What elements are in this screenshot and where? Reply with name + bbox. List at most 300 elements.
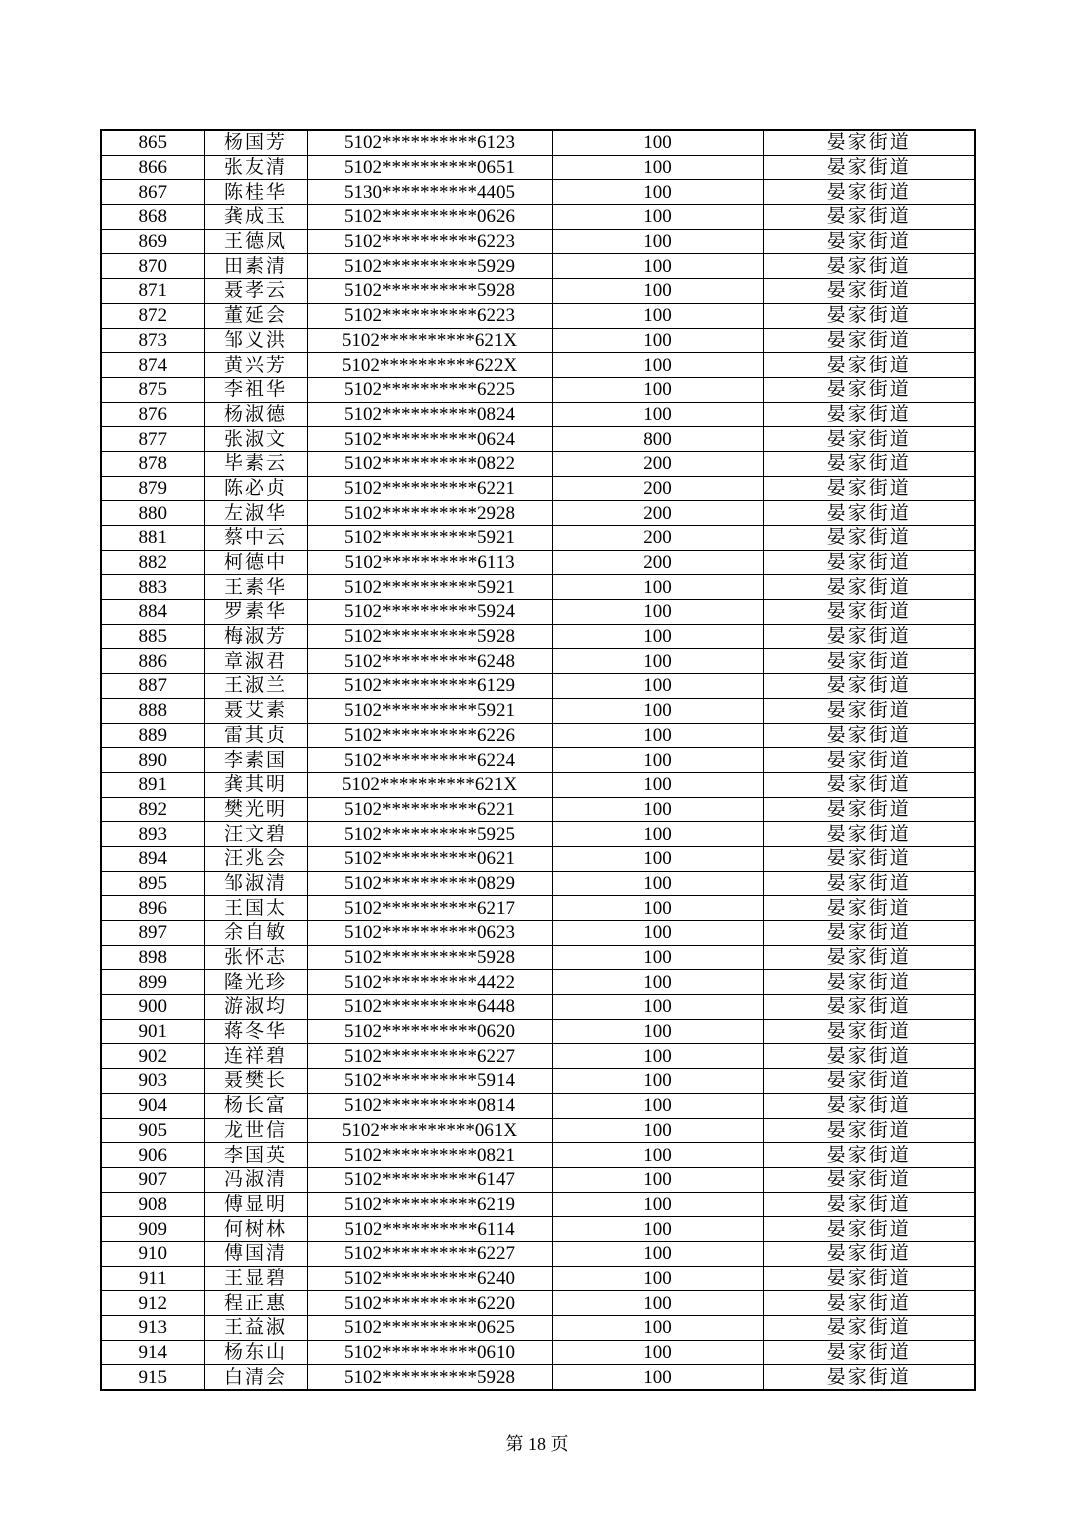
id-number-cell: 5102**********621X — [307, 328, 552, 353]
row-index-cell: 866 — [101, 155, 204, 180]
row-index-cell: 869 — [101, 229, 204, 254]
amount-cell: 100 — [552, 229, 763, 254]
street-cell: 晏家街道 — [763, 995, 975, 1020]
street-cell: 晏家街道 — [763, 229, 975, 254]
street-cell: 晏家街道 — [763, 476, 975, 501]
table-row — [101, 575, 975, 600]
amount-cell: 100 — [552, 575, 763, 600]
street-cell: 晏家街道 — [763, 1365, 975, 1390]
table-row — [101, 822, 975, 847]
table-row — [101, 303, 975, 328]
street-cell: 晏家街道 — [763, 649, 975, 674]
table-row — [101, 353, 975, 378]
id-number-cell: 5102**********0610 — [307, 1340, 552, 1365]
id-number-cell: 5102**********6225 — [307, 377, 552, 402]
row-index-cell: 884 — [101, 600, 204, 625]
amount-cell: 100 — [552, 1019, 763, 1044]
id-number-cell: 5102**********6221 — [307, 797, 552, 822]
amount-cell: 100 — [552, 1241, 763, 1266]
id-number-cell: 5102**********5925 — [307, 822, 552, 847]
name-cell: 傅显明 — [204, 1192, 307, 1217]
street-cell: 晏家街道 — [763, 921, 975, 946]
table-row — [101, 1044, 975, 1069]
table-row — [101, 674, 975, 699]
street-cell: 晏家街道 — [763, 1192, 975, 1217]
street-cell: 晏家街道 — [763, 1069, 975, 1094]
id-number-cell: 5102**********4422 — [307, 970, 552, 995]
name-cell: 何树林 — [204, 1217, 307, 1242]
name-cell: 张怀志 — [204, 945, 307, 970]
id-number-cell: 5102**********6223 — [307, 303, 552, 328]
id-number-cell: 5102**********5928 — [307, 279, 552, 304]
id-number-cell: 5102**********6227 — [307, 1044, 552, 1069]
name-cell: 龚其明 — [204, 772, 307, 797]
row-index-cell: 902 — [101, 1044, 204, 1069]
row-index-cell: 874 — [101, 353, 204, 378]
row-index-cell: 872 — [101, 303, 204, 328]
table-row — [101, 748, 975, 773]
table-row — [101, 1118, 975, 1143]
street-cell: 晏家街道 — [763, 180, 975, 205]
row-index-cell: 876 — [101, 402, 204, 427]
row-index-cell: 892 — [101, 797, 204, 822]
name-cell: 李祖华 — [204, 377, 307, 402]
name-cell: 陈必贞 — [204, 476, 307, 501]
row-index-cell: 878 — [101, 451, 204, 476]
amount-cell: 100 — [552, 674, 763, 699]
row-index-cell: 868 — [101, 205, 204, 230]
street-cell: 晏家街道 — [763, 822, 975, 847]
table-row — [101, 1365, 975, 1390]
name-cell: 王淑兰 — [204, 674, 307, 699]
id-number-cell: 5102**********0651 — [307, 155, 552, 180]
amount-cell: 100 — [552, 970, 763, 995]
name-cell: 罗素华 — [204, 600, 307, 625]
street-cell: 晏家街道 — [763, 402, 975, 427]
amount-cell: 200 — [552, 476, 763, 501]
amount-cell: 100 — [552, 1365, 763, 1390]
name-cell: 杨淑德 — [204, 402, 307, 427]
row-index-cell: 870 — [101, 254, 204, 279]
row-index-cell: 894 — [101, 846, 204, 871]
name-cell: 雷其贞 — [204, 723, 307, 748]
row-index-cell: 898 — [101, 945, 204, 970]
street-cell: 晏家街道 — [763, 970, 975, 995]
street-cell: 晏家街道 — [763, 1340, 975, 1365]
amount-cell: 100 — [552, 871, 763, 896]
row-index-cell: 893 — [101, 822, 204, 847]
street-cell: 晏家街道 — [763, 526, 975, 551]
amount-cell: 100 — [552, 205, 763, 230]
id-number-cell: 5102**********5928 — [307, 624, 552, 649]
street-cell: 晏家街道 — [763, 575, 975, 600]
row-index-cell: 875 — [101, 377, 204, 402]
name-cell: 柯德中 — [204, 550, 307, 575]
name-cell: 聂孝云 — [204, 279, 307, 304]
id-number-cell: 5102**********0829 — [307, 871, 552, 896]
name-cell: 杨长富 — [204, 1093, 307, 1118]
id-number-cell: 5102**********0821 — [307, 1143, 552, 1168]
amount-cell: 100 — [552, 1316, 763, 1341]
amount-cell: 100 — [552, 624, 763, 649]
street-cell: 晏家街道 — [763, 353, 975, 378]
amount-cell: 100 — [552, 402, 763, 427]
name-cell: 蔡中云 — [204, 526, 307, 551]
name-cell: 邹义洪 — [204, 328, 307, 353]
amount-cell: 200 — [552, 501, 763, 526]
amount-cell: 100 — [552, 279, 763, 304]
row-index-cell: 897 — [101, 921, 204, 946]
table-row — [101, 896, 975, 921]
amount-cell: 100 — [552, 600, 763, 625]
id-number-cell: 5102**********6227 — [307, 1241, 552, 1266]
street-cell: 晏家街道 — [763, 1019, 975, 1044]
table-row — [101, 846, 975, 871]
name-cell: 樊光明 — [204, 797, 307, 822]
name-cell: 张淑文 — [204, 427, 307, 452]
id-number-cell: 5102**********0623 — [307, 921, 552, 946]
amount-cell: 100 — [552, 1340, 763, 1365]
name-cell: 张友清 — [204, 155, 307, 180]
street-cell: 晏家街道 — [763, 328, 975, 353]
name-cell: 汪文碧 — [204, 822, 307, 847]
table-row — [101, 1167, 975, 1192]
table-row — [101, 1143, 975, 1168]
table-row — [101, 698, 975, 723]
amount-cell: 100 — [552, 1291, 763, 1316]
row-index-cell: 883 — [101, 575, 204, 600]
name-cell: 李国英 — [204, 1143, 307, 1168]
amount-cell: 100 — [552, 846, 763, 871]
street-cell: 晏家街道 — [763, 1266, 975, 1291]
name-cell: 董延会 — [204, 303, 307, 328]
records-table-container — [100, 129, 974, 1391]
id-number-cell: 5102**********6129 — [307, 674, 552, 699]
street-cell: 晏家街道 — [763, 1167, 975, 1192]
amount-cell: 100 — [552, 945, 763, 970]
name-cell: 龙世信 — [204, 1118, 307, 1143]
name-cell: 王德凤 — [204, 229, 307, 254]
row-index-cell: 865 — [101, 130, 204, 155]
table-row — [101, 254, 975, 279]
amount-cell: 100 — [552, 254, 763, 279]
street-cell: 晏家街道 — [763, 451, 975, 476]
id-number-cell: 5102**********0824 — [307, 402, 552, 427]
name-cell: 游淑均 — [204, 995, 307, 1020]
street-cell: 晏家街道 — [763, 674, 975, 699]
id-number-cell: 5102**********0626 — [307, 205, 552, 230]
table-row — [101, 600, 975, 625]
name-cell: 程正惠 — [204, 1291, 307, 1316]
street-cell: 晏家街道 — [763, 377, 975, 402]
name-cell: 汪兆会 — [204, 846, 307, 871]
table-row — [101, 1093, 975, 1118]
name-cell: 田素清 — [204, 254, 307, 279]
id-number-cell: 5102**********621X — [307, 772, 552, 797]
street-cell: 晏家街道 — [763, 1291, 975, 1316]
street-cell: 晏家街道 — [763, 723, 975, 748]
id-number-cell: 5130**********4405 — [307, 180, 552, 205]
street-cell: 晏家街道 — [763, 772, 975, 797]
amount-cell: 100 — [552, 155, 763, 180]
table-row — [101, 229, 975, 254]
id-number-cell: 5102**********6113 — [307, 550, 552, 575]
amount-cell: 100 — [552, 180, 763, 205]
row-index-cell: 909 — [101, 1217, 204, 1242]
table-row — [101, 970, 975, 995]
row-index-cell: 889 — [101, 723, 204, 748]
row-index-cell: 906 — [101, 1143, 204, 1168]
street-cell: 晏家街道 — [763, 1044, 975, 1069]
name-cell: 王国太 — [204, 896, 307, 921]
row-index-cell: 914 — [101, 1340, 204, 1365]
name-cell: 杨国芳 — [204, 130, 307, 155]
row-index-cell: 900 — [101, 995, 204, 1020]
amount-cell: 100 — [552, 772, 763, 797]
street-cell: 晏家街道 — [763, 1241, 975, 1266]
id-number-cell: 5102**********6226 — [307, 723, 552, 748]
id-number-cell: 5102**********2928 — [307, 501, 552, 526]
id-number-cell: 5102**********5928 — [307, 1365, 552, 1390]
table-row — [101, 328, 975, 353]
id-number-cell: 5102**********0624 — [307, 427, 552, 452]
row-index-cell: 907 — [101, 1167, 204, 1192]
street-cell: 晏家街道 — [763, 945, 975, 970]
row-index-cell: 879 — [101, 476, 204, 501]
table-row — [101, 205, 975, 230]
row-index-cell: 905 — [101, 1118, 204, 1143]
id-number-cell: 5102**********5929 — [307, 254, 552, 279]
amount-cell: 100 — [552, 649, 763, 674]
amount-cell: 100 — [552, 1118, 763, 1143]
row-index-cell: 915 — [101, 1365, 204, 1390]
id-number-cell: 5102**********0620 — [307, 1019, 552, 1044]
name-cell: 梅淑芳 — [204, 624, 307, 649]
page-number: 第 18 页 — [505, 1434, 569, 1454]
street-cell: 晏家街道 — [763, 797, 975, 822]
row-index-cell: 891 — [101, 772, 204, 797]
row-index-cell: 881 — [101, 526, 204, 551]
table-row — [101, 377, 975, 402]
street-cell: 晏家街道 — [763, 501, 975, 526]
street-cell: 晏家街道 — [763, 698, 975, 723]
street-cell: 晏家街道 — [763, 1093, 975, 1118]
table-row — [101, 501, 975, 526]
row-index-cell: 896 — [101, 896, 204, 921]
table-row — [101, 130, 975, 155]
id-number-cell: 5102**********5924 — [307, 600, 552, 625]
street-cell: 晏家街道 — [763, 624, 975, 649]
table-row — [101, 155, 975, 180]
amount-cell: 100 — [552, 328, 763, 353]
amount-cell: 100 — [552, 1143, 763, 1168]
id-number-cell: 5102**********6217 — [307, 896, 552, 921]
amount-cell: 100 — [552, 723, 763, 748]
table-row — [101, 180, 975, 205]
name-cell: 蒋冬华 — [204, 1019, 307, 1044]
id-number-cell: 5102**********6147 — [307, 1167, 552, 1192]
amount-cell: 100 — [552, 1217, 763, 1242]
name-cell: 聂樊长 — [204, 1069, 307, 1094]
amount-cell: 100 — [552, 303, 763, 328]
id-number-cell: 5102**********6114 — [307, 1217, 552, 1242]
table-row — [101, 1069, 975, 1094]
name-cell: 王显碧 — [204, 1266, 307, 1291]
id-number-cell: 5102**********5921 — [307, 698, 552, 723]
id-number-cell: 5102**********622X — [307, 353, 552, 378]
amount-cell: 100 — [552, 1069, 763, 1094]
table-row — [101, 451, 975, 476]
table-row — [101, 1266, 975, 1291]
id-number-cell: 5102**********0814 — [307, 1093, 552, 1118]
table-row — [101, 797, 975, 822]
row-index-cell: 871 — [101, 279, 204, 304]
row-index-cell: 895 — [101, 871, 204, 896]
id-number-cell: 5102**********6223 — [307, 229, 552, 254]
amount-cell: 100 — [552, 1192, 763, 1217]
id-number-cell: 5102**********6123 — [307, 130, 552, 155]
table-row — [101, 526, 975, 551]
street-cell: 晏家街道 — [763, 427, 975, 452]
table-row — [101, 1340, 975, 1365]
name-cell: 余自敏 — [204, 921, 307, 946]
amount-cell: 200 — [552, 451, 763, 476]
row-index-cell: 877 — [101, 427, 204, 452]
name-cell: 聂艾素 — [204, 698, 307, 723]
table-row — [101, 723, 975, 748]
id-number-cell: 5102**********0621 — [307, 846, 552, 871]
street-cell: 晏家街道 — [763, 748, 975, 773]
id-number-cell: 5102**********6248 — [307, 649, 552, 674]
street-cell: 晏家街道 — [763, 1316, 975, 1341]
street-cell: 晏家街道 — [763, 871, 975, 896]
street-cell: 晏家街道 — [763, 550, 975, 575]
name-cell: 傅国清 — [204, 1241, 307, 1266]
name-cell: 章淑君 — [204, 649, 307, 674]
table-row — [101, 1316, 975, 1341]
records-table — [100, 129, 976, 1391]
street-cell: 晏家街道 — [763, 896, 975, 921]
name-cell: 毕素云 — [204, 451, 307, 476]
row-index-cell: 912 — [101, 1291, 204, 1316]
name-cell: 王素华 — [204, 575, 307, 600]
amount-cell: 100 — [552, 1044, 763, 1069]
street-cell: 晏家街道 — [763, 254, 975, 279]
name-cell: 李素国 — [204, 748, 307, 773]
table-row — [101, 649, 975, 674]
id-number-cell: 5102**********5921 — [307, 575, 552, 600]
table-row — [101, 1217, 975, 1242]
table-row — [101, 995, 975, 1020]
table-row — [101, 1192, 975, 1217]
row-index-cell: 887 — [101, 674, 204, 699]
amount-cell: 100 — [552, 1266, 763, 1291]
street-cell: 晏家街道 — [763, 303, 975, 328]
table-row — [101, 1019, 975, 1044]
row-index-cell: 899 — [101, 970, 204, 995]
id-number-cell: 5102**********6221 — [307, 476, 552, 501]
id-number-cell: 5102**********6224 — [307, 748, 552, 773]
name-cell: 白清会 — [204, 1365, 307, 1390]
row-index-cell: 910 — [101, 1241, 204, 1266]
amount-cell: 100 — [552, 1167, 763, 1192]
id-number-cell: 5102**********6240 — [307, 1266, 552, 1291]
row-index-cell: 888 — [101, 698, 204, 723]
amount-cell: 100 — [552, 921, 763, 946]
amount-cell: 100 — [552, 130, 763, 155]
name-cell: 杨东山 — [204, 1340, 307, 1365]
amount-cell: 800 — [552, 427, 763, 452]
row-index-cell: 901 — [101, 1019, 204, 1044]
table-row — [101, 945, 975, 970]
name-cell: 龚成玉 — [204, 205, 307, 230]
records-table-body — [101, 130, 975, 1390]
street-cell: 晏家街道 — [763, 279, 975, 304]
table-row — [101, 1291, 975, 1316]
name-cell: 左淑华 — [204, 501, 307, 526]
name-cell: 黄兴芳 — [204, 353, 307, 378]
table-row — [101, 921, 975, 946]
row-index-cell: 886 — [101, 649, 204, 674]
street-cell: 晏家街道 — [763, 1118, 975, 1143]
table-row — [101, 427, 975, 452]
street-cell: 晏家街道 — [763, 1143, 975, 1168]
name-cell: 冯淑清 — [204, 1167, 307, 1192]
street-cell: 晏家街道 — [763, 155, 975, 180]
street-cell: 晏家街道 — [763, 1217, 975, 1242]
row-index-cell: 911 — [101, 1266, 204, 1291]
amount-cell: 200 — [552, 550, 763, 575]
name-cell: 连祥碧 — [204, 1044, 307, 1069]
id-number-cell: 5102**********5914 — [307, 1069, 552, 1094]
amount-cell: 100 — [552, 822, 763, 847]
id-number-cell: 5102**********061X — [307, 1118, 552, 1143]
street-cell: 晏家街道 — [763, 130, 975, 155]
id-number-cell: 5102**********0822 — [307, 451, 552, 476]
amount-cell: 100 — [552, 698, 763, 723]
id-number-cell: 5102**********6448 — [307, 995, 552, 1020]
amount-cell: 100 — [552, 353, 763, 378]
street-cell: 晏家街道 — [763, 205, 975, 230]
amount-cell: 200 — [552, 526, 763, 551]
street-cell: 晏家街道 — [763, 600, 975, 625]
id-number-cell: 5102**********0625 — [307, 1316, 552, 1341]
table-row — [101, 476, 975, 501]
amount-cell: 100 — [552, 896, 763, 921]
row-index-cell: 908 — [101, 1192, 204, 1217]
amount-cell: 100 — [552, 797, 763, 822]
row-index-cell: 880 — [101, 501, 204, 526]
table-row — [101, 772, 975, 797]
name-cell: 隆光珍 — [204, 970, 307, 995]
name-cell: 王益淑 — [204, 1316, 307, 1341]
row-index-cell: 904 — [101, 1093, 204, 1118]
amount-cell: 100 — [552, 377, 763, 402]
row-index-cell: 867 — [101, 180, 204, 205]
id-number-cell: 5102**********6219 — [307, 1192, 552, 1217]
table-row — [101, 1241, 975, 1266]
amount-cell: 100 — [552, 748, 763, 773]
amount-cell: 100 — [552, 1093, 763, 1118]
name-cell: 邹淑清 — [204, 871, 307, 896]
amount-cell: 100 — [552, 995, 763, 1020]
row-index-cell: 890 — [101, 748, 204, 773]
row-index-cell: 885 — [101, 624, 204, 649]
street-cell: 晏家街道 — [763, 846, 975, 871]
row-index-cell: 913 — [101, 1316, 204, 1341]
row-index-cell: 903 — [101, 1069, 204, 1094]
id-number-cell: 5102**********5928 — [307, 945, 552, 970]
